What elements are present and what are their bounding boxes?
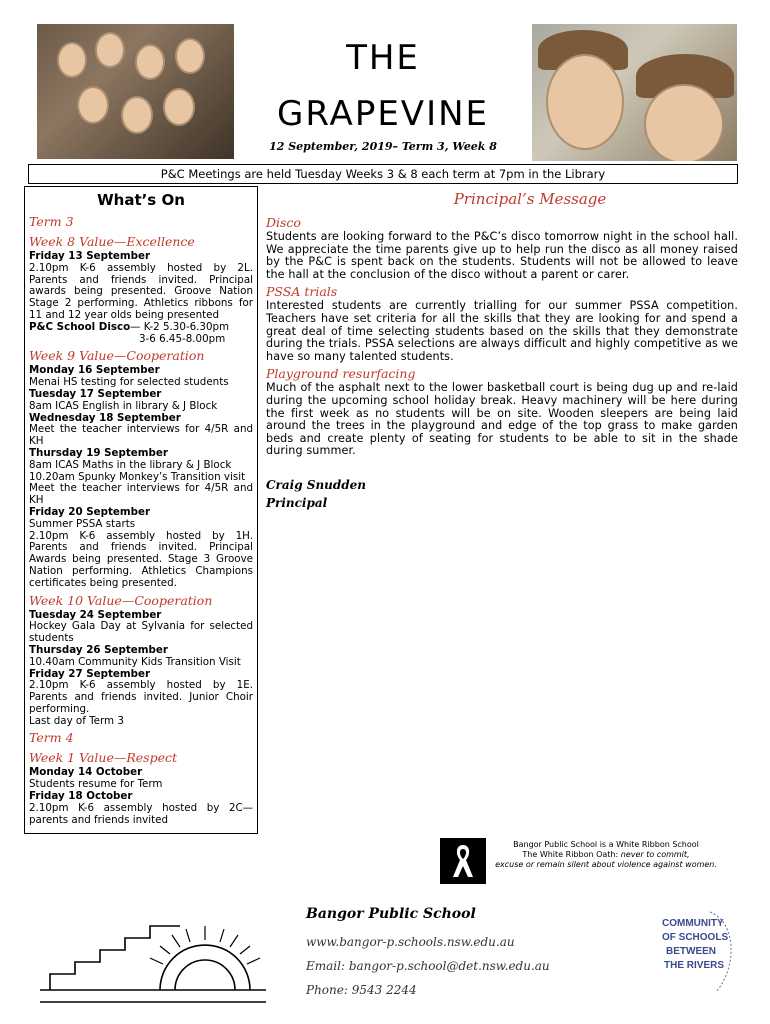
event-text: 2.10pm K-6 assembly hosted by 1H. Parents and friends invited. Principal Awards being presented. Stage 3 Groove Nation performing. Athletics Champions certificates being presented.: [29, 529, 253, 589]
section-heading-pssa: PSSA trials: [266, 284, 338, 300]
week-heading: Week 8 Value—Excellence: [29, 234, 195, 249]
community-of-schools-logo: [650, 906, 740, 998]
pssa-paragraph: Interested students are currently trialling for our summer PSSA competition. Teachers have set criteria for all the skills that they are looking for and spend a great deal of time selecting students based on the skills that they demonstrate during the trials. PSSA selections are always difficult and highly competitive as we have so many talented students.: [266, 299, 738, 363]
event-date: Thursday 19 September: [29, 446, 168, 459]
community-logo-art: [650, 906, 740, 998]
section-heading-playground: Playground resurfacing: [266, 366, 416, 382]
event-date: Monday 16 September: [29, 364, 160, 377]
event-text: Summer PSSA starts: [29, 517, 136, 530]
event-text: [29, 322, 253, 334]
school-contact-block: [306, 904, 636, 1002]
sun-logo-icon: [30, 890, 270, 1014]
event-text: 10.40am Community Kids Transition Visit: [29, 655, 241, 668]
logo-line: BETWEEN: [666, 946, 716, 957]
event-text: Meet the teacher interviews for 4/5R and KH: [29, 423, 253, 448]
event-text: 2.10pm K-6 assembly hosted by 2C—parents and friends invited: [29, 801, 253, 826]
white-ribbon-statement: [486, 840, 726, 870]
whats-on-heading: What’s On: [97, 191, 185, 209]
child-face: [644, 84, 724, 161]
week-heading: Week 10 Value—Cooperation: [29, 592, 213, 608]
event-date: Friday 13 September: [29, 250, 151, 262]
principal-signoff: [266, 476, 738, 512]
masthead-title-line1: THE: [346, 38, 420, 78]
event-text: 8am ICAS English in library & J Block: [29, 399, 218, 412]
logo-line: COMMUNITY: [662, 918, 724, 929]
week-heading: Week 1 Value—Respect: [29, 750, 178, 766]
principal-role: Principal: [266, 495, 328, 510]
event-text: Hockey Gala Day at Sylvania for selected students: [29, 620, 253, 645]
masthead-title-line2: GRAPEVINE: [276, 94, 490, 134]
event-text: Meet the teacher interviews for 4/5R and KH: [29, 482, 253, 507]
section-heading-disco: Disco: [266, 215, 301, 230]
event-date: Thursday 26 September: [29, 643, 168, 656]
child-face: [95, 32, 125, 68]
school-phone: Phone: 9543 2244: [306, 983, 417, 997]
event-time: — K-2 5.30-6.30pm: [130, 320, 230, 333]
children-hats-photo: [532, 24, 737, 161]
event-text: 8am ICAS Maths in the library & J Block: [29, 458, 232, 471]
meeting-notice: P&C Meetings are held Tuesday Weeks 3 & 8 each term at 7pm in the Library: [28, 164, 738, 184]
disco-paragraph: Students are looking forward to the P&C’s disco tomorrow night in the school hall. We appreciate the time parents give up to help run the disco as all money raised by the P&C is spent back on the students. Students will not be allowed to leave the hall at the conclusion of the disco without a parent or carer.: [266, 230, 738, 281]
child-face: [163, 88, 195, 126]
principal-message-panel: [266, 186, 738, 512]
child-face: [121, 96, 153, 134]
event-text: 2.10pm K-6 assembly hosted by 1E. Parents and friends invited. Junior Choir performing.: [29, 679, 253, 715]
event-date: Friday 27 September: [29, 667, 151, 680]
logo-line: OF SCHOOLS: [662, 932, 729, 943]
event-text: 10.20am Spunky Monkey’s Transition visit: [29, 470, 246, 483]
playground-paragraph: Much of the asphalt next to the lower basketball court is being dug up and re-laid during the upcoming school holiday break. Heavy machinery will be here during the first week as no students will be on site. Wooden sleepers are being laid around the trees in the playground and edge of the top grass to make garden beds and create plenty of seating for students to be able to sit in the shade during summer.: [266, 381, 738, 458]
child-face: [77, 86, 109, 124]
principal-name: Craig Snudden: [266, 477, 367, 492]
child-face: [135, 44, 165, 80]
whats-on-panel: [24, 186, 258, 834]
children-group-photo: [37, 24, 234, 159]
child-face: [546, 54, 624, 150]
week-heading: Week 9 Value—Cooperation: [29, 348, 205, 364]
event-date: Wednesday 18 September: [29, 411, 181, 424]
event-label: P&C School Disco: [29, 320, 131, 333]
event-text: Last day of Term 3: [29, 714, 124, 727]
masthead: [234, 30, 532, 142]
term-heading: Term 4: [29, 730, 74, 746]
school-name: Bangor Public School: [306, 906, 476, 922]
ribbon-line: The White Ribbon Oath: never to commit,: [522, 850, 690, 859]
term-heading: Term 3: [29, 214, 74, 229]
event-date: Friday 20 September: [29, 505, 151, 518]
white-ribbon-icon: [440, 838, 486, 884]
event-text: Students resume for Term: [29, 778, 163, 791]
logo-line: THE RIVERS: [664, 960, 725, 971]
child-face: [175, 38, 205, 74]
ribbon-line: excuse or remain silent about violence against women.: [495, 860, 717, 869]
event-date: Friday 18 October: [29, 790, 133, 803]
masthead-title: [234, 30, 532, 142]
event-text: 2.10pm K-6 assembly hosted by 2L. Parents and friends invited. Principal awards being presented. Groove Nation Stage 2 performing. Athletics ribbons for 11 and 12 year olds being presented: [29, 261, 253, 321]
school-email[interactable]: Email: bangor-p.school@det.nsw.edu.au: [306, 959, 550, 973]
event-time: 3-6 6.45-8.00pm: [139, 332, 226, 345]
issue-date: 12 September, 2019– Term 3, Week 8: [269, 140, 497, 153]
ribbon-line: Bangor Public School is a White Ribbon School: [513, 840, 699, 849]
child-face: [57, 42, 87, 78]
principal-message-heading: Principal’s Message: [453, 190, 607, 208]
event-date: Monday 14 October: [29, 766, 143, 779]
school-website-link[interactable]: www.bangor-p.schools.nsw.edu.au: [306, 935, 515, 949]
event-text: Menai HS testing for selected students: [29, 376, 229, 389]
event-date: Tuesday 24 September: [29, 608, 162, 621]
event-date: Tuesday 17 September: [29, 387, 162, 400]
